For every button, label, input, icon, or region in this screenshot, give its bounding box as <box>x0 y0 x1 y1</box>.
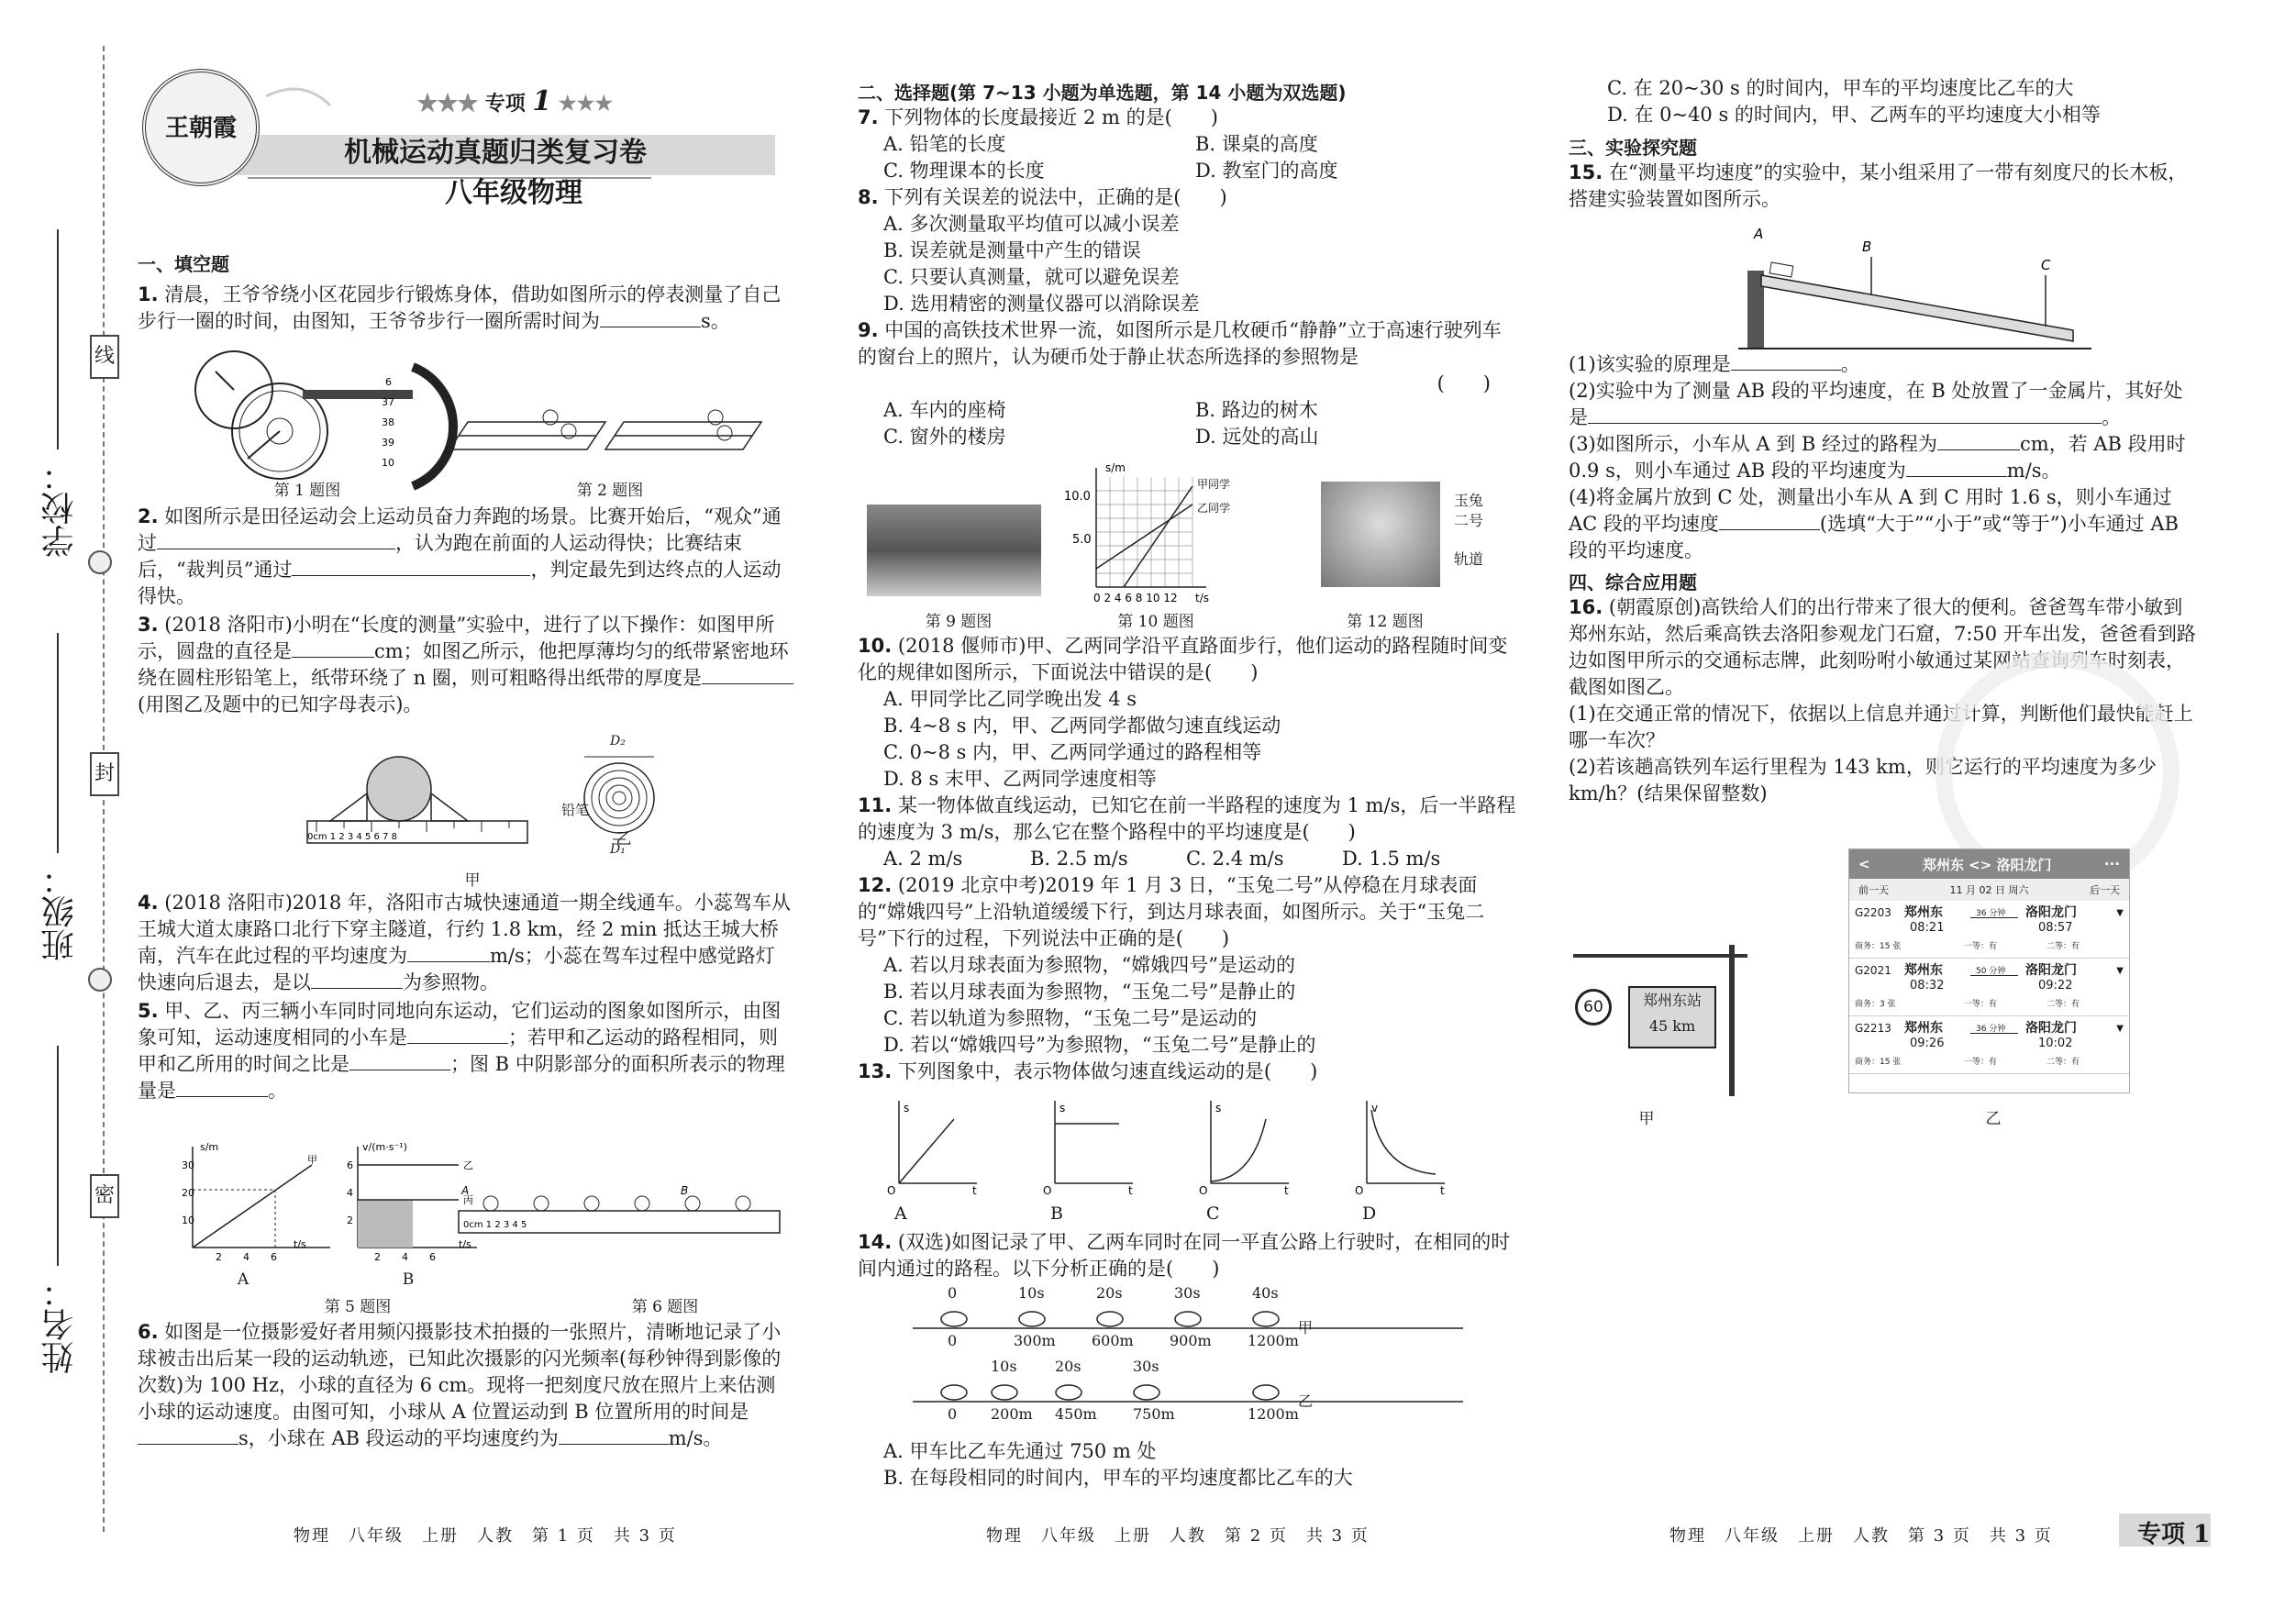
figure-label: 乙 <box>1985 1110 2002 1128</box>
figure-label: 铅笔 <box>561 802 590 818</box>
departure-time: 09:26 <box>1910 1037 1945 1050</box>
section-heading: 二、选择题(第 7~13 小题为单选题，第 14 小题为双选题) <box>858 82 1347 104</box>
departure-station: 郑州东 <box>1904 905 1943 920</box>
special-label-text: 专项 <box>484 92 526 116</box>
svg-text:39: 39 <box>382 437 394 449</box>
option-c[interactable]: C. 若以轨道为参照物，“玉兔二号”是运动的 <box>883 1007 1258 1029</box>
svg-text:2: 2 <box>216 1251 222 1263</box>
distance-label: 300m <box>1014 1332 1056 1349</box>
figure-14 <box>913 1284 1509 1431</box>
option-a[interactable]: A. 甲同学比乙同学晚出发 4 s <box>883 688 1137 710</box>
figure-label: D₂ <box>610 734 626 749</box>
train-number: G2213 <box>1855 1022 1891 1035</box>
svg-text:s: s <box>1215 1102 1222 1115</box>
date-bar <box>1849 879 2129 901</box>
seal-label: 封 <box>90 752 119 796</box>
back-icon[interactable]: < <box>1858 856 1870 872</box>
svg-text:30: 30 <box>182 1159 194 1171</box>
station-distance: 45 km <box>1648 1017 1696 1035</box>
distance-label: 200m <box>991 1405 1033 1423</box>
svg-text:O: O <box>1355 1184 1364 1197</box>
answer-blank[interactable] <box>1937 431 2020 450</box>
question-4: 4. (2018 洛阳市)2018 年，洛阳市古城快速通道一期全线通车。小蕊驾车从王城大道太康路口北行下穿主隧道，行约 1.8 km，经 2 min 抵达王城大桥南，汽车在此过程的平均速度为 m/s；小蕊在驾车过程中感觉路灯快速向后退去，是以 为参照物。 <box>138 892 791 993</box>
distance-label: 1200m <box>1248 1405 1299 1423</box>
svg-text:t: t <box>1440 1184 1445 1197</box>
question-7: 7. 下列物体的长度最接近 2 m 的是( ) <box>858 106 1218 128</box>
speed-limit-sign: 60 <box>1575 989 1612 1026</box>
arrival-station: 洛阳龙门 <box>2025 1021 2077 1036</box>
seat-business: 商务：3 张 <box>1855 1000 1896 1009</box>
distance-label: 0 <box>948 1405 958 1423</box>
chevron-down-icon[interactable]: ▼ <box>2116 908 2124 918</box>
answer-blank[interactable] <box>311 970 403 989</box>
prev-day-button[interactable]: 前一天 <box>1858 884 1889 896</box>
answer-blank[interactable] <box>600 308 701 327</box>
svg-text:s: s <box>1059 1102 1066 1115</box>
train-number: G2203 <box>1855 906 1891 919</box>
car-label: 甲 <box>1298 1319 1314 1336</box>
question-16: 16. (朝霞原创)高铁给人们的出行带来了很大的便利。爸爸驾车带小敏到郑州东站，然后乘高铁去洛阳参观龙门石窟，7:50 开车出发，爸爸看到路边如图甲所示的交通标志牌，此刻吩咐小敏通过某网站查询列车时刻表，截图如图乙。 <box>1569 596 2196 698</box>
svg-text:t: t <box>972 1184 977 1197</box>
section-heading: 四、综合应用题 <box>1569 571 1697 593</box>
svg-text:t/s: t/s <box>1195 592 1209 604</box>
question-9: 9. 中国的高铁技术世界一流，如图所示是几枚硬币“静静”立于高速行驶列车的窗台上的照片，认为硬币处于静止状态所选择的参照物是 <box>858 319 1502 368</box>
answer-blank[interactable] <box>292 638 374 658</box>
time-label: 10s <box>1018 1284 1045 1302</box>
seat-second: 二等：有 <box>2046 1000 2080 1009</box>
duration: 36 分钟 <box>1976 909 2006 918</box>
svg-text:0 2 4 6 8 10 12: 0 2 4 6 8 10 12 <box>1093 592 1178 604</box>
seal-label: 线 <box>90 335 119 379</box>
arrow-icon <box>1970 917 2018 918</box>
figure-caption: 第 1 题图 <box>273 482 341 500</box>
svg-text:O: O <box>1199 1184 1208 1197</box>
figure-1-2 <box>165 339 789 500</box>
svg-text:s/m: s/m <box>1105 461 1126 474</box>
figure-15-ramp <box>1734 220 2101 367</box>
departure-time: 08:21 <box>1910 921 1945 935</box>
train-row[interactable] <box>1849 959 2129 1016</box>
figure-label: A <box>237 1270 250 1289</box>
train-list <box>1849 901 2129 1074</box>
question-1: 1. 清晨，王爷爷绕小区花园步行锻炼身体，借助如图所示的停表测量了自己步行一圈的时间，由图知，王爷爷步行一圈所需时间为 s。 <box>138 283 782 332</box>
seal-label: 密 <box>90 1174 119 1218</box>
option-c[interactable]: C. 物理课本的长度 <box>883 160 1045 182</box>
graph-A <box>182 1141 330 1263</box>
question-13: 13. 下列图象中，表示物体做匀速直线运动的是( ) <box>858 1060 1318 1082</box>
page-title: 机械运动真题归类复习卷 <box>344 137 647 169</box>
figure-label: 甲 <box>464 871 481 890</box>
figure-caption: 第 5 题图 <box>324 1298 392 1316</box>
svg-text:10: 10 <box>382 457 394 469</box>
figure-caption: 第 2 题图 <box>576 482 644 500</box>
figure-label: D₁ <box>610 842 626 857</box>
current-date: 11 月 02 日 周六 <box>1949 884 2029 896</box>
question-15-part-4: (4)将金属片放到 C 处，测量出小车从 A 到 C 用时 1.6 s，则小车通过 AC 段的平均速度 (选填“大于”“小于”或“等于”)小车通过 AB 段的平均速度。 <box>1569 486 2179 561</box>
figure-5-6 <box>156 1137 789 1275</box>
figure-label: B <box>402 1270 415 1289</box>
option-b[interactable]: B. 2.5 m/s <box>1030 848 1128 870</box>
departure-time: 08:32 <box>1910 979 1945 993</box>
next-day-button[interactable]: 后一天 <box>2089 884 2120 896</box>
distance-label: 900m <box>1170 1332 1212 1349</box>
question-16-part-1: (1)在交通正常的情况下，依据以上信息并通过计算，判断他们最快能赶上哪一车次？ <box>1569 703 2193 751</box>
page-1 <box>138 0 798 1597</box>
svg-text:20: 20 <box>182 1187 194 1199</box>
option-b[interactable]: B. 课桌的高度 <box>1195 133 1318 155</box>
figure-3 <box>303 738 688 876</box>
answer-paren[interactable]: ( ) <box>1436 372 1491 394</box>
seat-business: 商务：15 张 <box>1855 1058 1902 1067</box>
time-label: 30s <box>1133 1358 1159 1375</box>
departure-station: 郑州东 <box>1904 1021 1943 1036</box>
figure-13 <box>876 1092 1518 1211</box>
departure-station: 郑州东 <box>1904 963 1943 978</box>
svg-text:2: 2 <box>374 1251 381 1263</box>
answer-blank[interactable] <box>559 1425 669 1445</box>
svg-text:s/m: s/m <box>200 1141 219 1153</box>
page-subtitle: 八年级物理 <box>445 177 582 209</box>
answer-blank[interactable] <box>176 1078 268 1097</box>
figure-label: 玉兔 二号 轨道 <box>1454 492 1484 568</box>
arrow-icon <box>1970 1033 2018 1034</box>
binding-margin <box>0 0 138 1597</box>
svg-text:B: B <box>1862 238 1872 255</box>
question-3: 3. (2018 洛阳市)小明在“长度的测量”实验中，进行了以下操作：如图甲所示，圆盘的直径是 cm；如图乙所示，他把厚薄均匀的纸带紧密地环绕在圆柱形铅笔上，纸带环绕了 n 圈，则可粗略得出纸带的厚度是(用图乙及题中的已知字母表示)。 <box>138 612 793 718</box>
option-b[interactable]: B <box>1050 1203 1063 1224</box>
brand-text: 王朝霞 <box>164 115 237 142</box>
special-label <box>417 85 613 117</box>
option-c[interactable]: C <box>1206 1203 1220 1224</box>
svg-text:乙同学: 乙同学 <box>1197 502 1231 515</box>
svg-text:6: 6 <box>271 1251 277 1263</box>
question-8: 8. 下列有关误差的说法中，正确的是( ) <box>858 186 1227 208</box>
option-b[interactable]: B. 若以月球表面为参照物，“玉兔二号”是静止的 <box>883 981 1296 1003</box>
arrival-time: 10:02 <box>2038 1037 2073 1050</box>
option-c[interactable]: C. 2.4 m/s <box>1186 848 1284 870</box>
class-field[interactable] <box>57 633 59 853</box>
svg-text:v: v <box>1371 1102 1379 1115</box>
option-d[interactable]: D. 远处的高山 <box>1195 426 1319 448</box>
option-d[interactable]: D. 若以“嫦娥四号”为参照物，“玉兔二号”是静止的 <box>883 1034 1316 1056</box>
arrow-icon <box>1970 975 2018 976</box>
school-label: 学校： <box>41 459 79 558</box>
ornament-icon <box>88 550 112 574</box>
ornament-icon <box>88 968 112 992</box>
section-heading: 一、填空题 <box>138 253 229 275</box>
page-footer: 物理 八年级 上册 人教 第 2 页 共 3 页 <box>986 1526 1370 1546</box>
answer-blank[interactable] <box>157 530 395 549</box>
figure-label: 甲 <box>1638 1110 1655 1128</box>
route-title: 郑州东 <> 洛阳龙门 <box>1922 856 2052 873</box>
section-heading: 三、实验探究题 <box>1569 137 1697 159</box>
more-icon[interactable]: ··· <box>2103 856 2120 872</box>
name-label: 姓名： <box>41 1275 79 1374</box>
time-label: 20s <box>1055 1358 1081 1375</box>
answer-blank[interactable] <box>292 557 530 576</box>
svg-text:6: 6 <box>429 1251 436 1263</box>
answer-blank[interactable] <box>138 1425 238 1445</box>
option-d[interactable]: D. 在 0~40 s 的时间内，甲、乙两车的平均速度大小相等 <box>1607 104 2101 126</box>
svg-text:5.0: 5.0 <box>1072 533 1092 547</box>
option-a[interactable]: A. 甲车比乙车先通过 750 m 处 <box>883 1440 1157 1462</box>
duration: 36 分钟 <box>1976 1025 2006 1034</box>
moon-rover-photo <box>1321 482 1440 587</box>
ruler-figure-6 <box>459 1184 780 1233</box>
train-row[interactable] <box>1849 901 2129 959</box>
svg-text:C: C <box>2041 257 2051 273</box>
special-label-num: 1 <box>532 85 552 117</box>
page-3 <box>1569 0 2211 1597</box>
class-label: 班级： <box>41 862 79 961</box>
svg-text:A: A <box>461 1184 470 1197</box>
page-2 <box>858 0 1518 1597</box>
train-number: G2021 <box>1855 964 1891 977</box>
figure-caption: 第 12 题图 <box>1347 613 1424 631</box>
option-b[interactable]: B. 4~8 s 内，甲、乙两同学都做匀速直线运动 <box>883 715 1281 737</box>
svg-text:v/(m·s⁻¹): v/(m·s⁻¹) <box>362 1141 407 1153</box>
seat-first: 一等：有 <box>1964 1058 1998 1067</box>
svg-text:4: 4 <box>347 1187 353 1199</box>
option-a[interactable]: A <box>894 1203 907 1224</box>
question-15-part-3: (3)如图所示，小车从 A 到 B 经过的路程为 cm，若 AB 段用时 0.9 s，则小车通过 AB 段的平均速度为 m/s。 <box>1569 433 2186 482</box>
station-name: 郑州东站 <box>1642 992 1702 1009</box>
distance-sign <box>1628 986 1716 1048</box>
seat-second: 二等：有 <box>2046 1058 2080 1067</box>
question-12: 12. (2019 北京中考)2019 年 1 月 3 日，“玉兔二号”从停稳在月球表面的“嫦娥四号”上沿轨道缓缓下行，到达月球表面，如图所示。关于“玉兔二号”下行的过程，下列说法中正确的是( ) <box>858 874 1485 949</box>
answer-blank[interactable] <box>407 1025 508 1044</box>
option-a[interactable]: A. 铅笔的长度 <box>883 133 1006 155</box>
question-2: 2. 如图所示是田径运动会上运动员奋力奔跑的场景。比赛开始后，“观众”通过 ，认为跑在前面的人运动得快；比赛结束后，“裁判员”通过 ，判定最先到达终点的人运动得快。 <box>138 505 782 607</box>
page-footer: 物理 八年级 上册 人教 第 1 页 共 3 页 <box>294 1526 677 1546</box>
arrival-time: 09:22 <box>2038 979 2073 993</box>
svg-text:A: A <box>1754 226 1764 242</box>
svg-text:甲同学: 甲同学 <box>1197 478 1231 491</box>
svg-text:6: 6 <box>385 376 392 388</box>
question-15: 15. 在“测量平均速度”的实验中，某小组采用了一带有刻度尺的长木板，搭建实验装置如图所示。 <box>1569 161 2188 210</box>
arrival-time: 08:57 <box>2038 921 2073 935</box>
option-d[interactable]: D. 1.5 m/s <box>1342 848 1441 870</box>
header <box>138 69 771 209</box>
svg-text:t: t <box>1128 1184 1133 1197</box>
distance-label: 450m <box>1055 1405 1097 1423</box>
answer-blank[interactable] <box>1719 511 1820 530</box>
stopwatch-icon <box>195 351 453 486</box>
school-field[interactable] <box>57 229 59 449</box>
seat-first: 一等：有 <box>1964 942 1998 951</box>
svg-text:0cm 1 2 3 4 5 6 7 8: 0cm 1 2 3 4 5 6 7 8 <box>307 832 397 842</box>
star-icon: ★★★ <box>417 92 479 116</box>
car-label: 乙 <box>1298 1392 1314 1410</box>
option-c[interactable]: C. 在 20~30 s 的时间内，甲车的平均速度比乙车的大 <box>1607 77 2074 99</box>
answer-blank[interactable] <box>1731 351 1841 371</box>
option-a[interactable]: A. 车内的座椅 <box>883 399 1006 421</box>
svg-text:10: 10 <box>182 1214 194 1226</box>
figure-caption: 第 10 题图 <box>1117 613 1194 631</box>
seat-second: 二等：有 <box>2046 942 2080 951</box>
svg-text:4: 4 <box>402 1251 408 1263</box>
time-label: 30s <box>1174 1284 1201 1302</box>
arrival-station: 洛阳龙门 <box>2025 963 2077 978</box>
star-icon: ★★★ <box>558 92 614 116</box>
question-6: 6. 如图是一位摄影爱好者用频闪摄影技术拍摄的一张照片，清晰地记录了小球被击出后某一段的运动轨迹，已知此次摄影的闪光频率(每秒钟得到影像的次数)为 100 Hz，小球的直径为 6 cm。现将一把刻度尺放在照片上来估测小球的运动速度。由图可知，小球从 A 位置运动到 B 位置所用的时间是s，小球在 AB 段运动的平均速度约为 m/s。 <box>138 1321 782 1449</box>
distance-label: 0 <box>948 1332 958 1349</box>
option-b[interactable]: B. 在每段相同的时间内，甲车的平均速度都比乙车的大 <box>883 1467 1353 1489</box>
figure-caption: 第 6 题图 <box>631 1298 699 1316</box>
arrival-station: 洛阳龙门 <box>2025 905 2077 920</box>
svg-text:s: s <box>904 1102 910 1115</box>
options-14 <box>883 1438 1525 1492</box>
option-d[interactable]: D. 选用精密的测量仪器可以消除误差 <box>883 293 1200 315</box>
svg-text:2: 2 <box>347 1214 353 1226</box>
page-footer: 物理 八年级 上册 人教 第 3 页 共 3 页 <box>1669 1526 2053 1546</box>
question-10: 10. (2018 偃师市)甲、乙两同学沿平直路面步行，他们运动的路程随时间变化的规律如图所示，下面说法中错误的是( ) <box>858 635 1508 683</box>
chevron-down-icon[interactable]: ▼ <box>2116 1024 2124 1034</box>
option-d[interactable]: D. 8 s 末甲、乙两同学速度相等 <box>883 768 1157 790</box>
svg-text:0cm 1 2 3 4 5: 0cm 1 2 3 4 5 <box>463 1220 527 1230</box>
traffic-sign <box>1573 945 1757 1101</box>
answer-blank[interactable] <box>407 943 490 962</box>
chevron-down-icon[interactable]: ▼ <box>2116 966 2124 976</box>
figure-caption: 第 9 题图 <box>925 613 993 631</box>
svg-text:O: O <box>887 1184 896 1197</box>
name-field[interactable] <box>57 1046 59 1266</box>
svg-text:4: 4 <box>243 1251 250 1263</box>
time-label: 0 <box>948 1284 958 1302</box>
svg-text:10.0: 10.0 <box>1064 490 1091 504</box>
seat-business: 商务：15 张 <box>1855 942 1902 951</box>
svg-text:37: 37 <box>382 396 394 408</box>
question-16-part-2: (2)若该趟高铁列车运行里程为 143 km，则它运行的平均速度为多少 km/h？(结果保留整数) <box>1569 756 2157 804</box>
time-label: 40s <box>1252 1284 1279 1302</box>
option-c[interactable]: C. 0~8 s 内，甲、乙两同学通过的路程相等 <box>883 741 1262 763</box>
svg-text:O: O <box>1043 1184 1052 1197</box>
distance-label: 750m <box>1133 1405 1175 1423</box>
option-b[interactable]: B. 路边的树木 <box>1195 399 1318 421</box>
time-label: 20s <box>1096 1284 1123 1302</box>
figure-label: 乙 <box>616 830 632 848</box>
duration: 50 分钟 <box>1976 967 2006 976</box>
question-15-part-1: (1)该实验的原理是 。 <box>1569 353 1860 375</box>
option-c[interactable]: C. 窗外的楼房 <box>883 426 1006 448</box>
option-d[interactable]: D. 教室门的高度 <box>1195 160 1338 182</box>
corner-label: 专项 1 <box>2137 1521 2211 1548</box>
train-window-photo <box>867 505 1041 596</box>
distance-label: 1200m <box>1248 1332 1299 1349</box>
option-d[interactable]: D <box>1362 1203 1377 1224</box>
option-a[interactable]: A. 2 m/s <box>883 848 963 870</box>
answer-blank[interactable] <box>349 1051 450 1070</box>
question-11: 11. 某一物体做直线运动，已知它在前一半路程的速度为 1 m/s，后一半路程的速度为 3 m/s，那么它在整个路程中的平均速度是( ) <box>858 794 1516 843</box>
seat-first: 一等：有 <box>1964 1000 1998 1009</box>
option-a[interactable]: A. 多次测量取平均值可以减小误差 <box>883 213 1180 235</box>
svg-text:丙: 丙 <box>463 1194 473 1206</box>
brand-logo <box>142 69 260 186</box>
svg-text:t/s: t/s <box>294 1238 306 1250</box>
option-c[interactable]: C. 只要认真测量，就可以避免误差 <box>883 266 1180 288</box>
figure-10-graph <box>1059 459 1252 605</box>
distance-label: 600m <box>1092 1332 1134 1349</box>
svg-text:乙: 乙 <box>463 1159 473 1171</box>
svg-text:B: B <box>681 1184 689 1197</box>
time-label: 10s <box>991 1358 1017 1375</box>
svg-text:6: 6 <box>347 1159 353 1171</box>
train-row[interactable] <box>1849 1016 2129 1074</box>
options-14-cont <box>1607 75 2213 128</box>
answer-blank[interactable] <box>702 665 793 684</box>
answer-blank[interactable] <box>1906 458 2007 477</box>
option-a[interactable]: A. 若以月球表面为参照物，“嫦娥四号”是运动的 <box>883 954 1295 976</box>
svg-text:甲: 甲 <box>307 1154 317 1166</box>
graph-B <box>347 1141 477 1263</box>
option-b[interactable]: B. 误差就是测量中产生的错误 <box>883 239 1141 261</box>
question-15-part-2: (2)实验中为了测量 AB 段的平均速度，在 B 处放置了一金属片，其好处是 。 <box>1569 380 2183 428</box>
svg-text:38: 38 <box>382 416 394 428</box>
running-track-icon <box>449 410 761 449</box>
svg-text:t: t <box>1284 1184 1289 1197</box>
timetable-screenshot <box>1848 848 2130 1093</box>
answer-blank[interactable] <box>1588 405 2102 424</box>
svg-text:t/s: t/s <box>459 1238 471 1250</box>
question-5: 5. 甲、乙、丙三辆小车同时同地向东运动，它们运动的图象如图所示，由图象可知，运动速度相同的小车是 ；若甲和乙运动的路程相同，则甲和乙所用的时间之比是 ；图 B 中阴影部分的面积所表示的物理量是 。 <box>138 1000 785 1102</box>
question-14: 14. (双选)如图记录了甲、乙两车同时在同一平直公路上行驶时，在相同的时间内通过的路程。以下分析正确的是( ) <box>858 1231 1511 1280</box>
timetable-header <box>1849 849 2129 879</box>
